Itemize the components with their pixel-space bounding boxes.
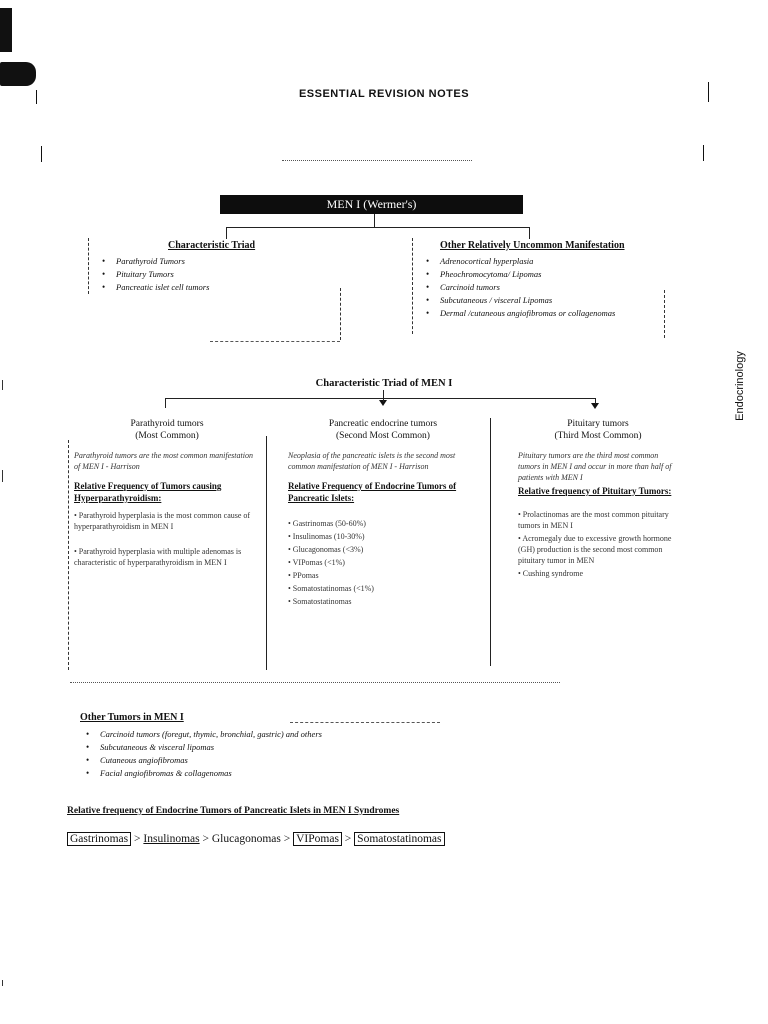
columns-bottom-dots <box>70 682 560 683</box>
column-bullet: • VIPomas (<1%) <box>288 558 345 567</box>
triad-section-title: Characteristic Triad of MEN I <box>315 378 453 389</box>
triad-connector-right <box>595 398 596 404</box>
column-subtitle: Relative Frequency of Tumors causing Hyperparathyroidism: <box>74 481 222 503</box>
column-bullet: • Parathyroid hyperplasia is the most common cause of hyperparathyroidism in MEN I <box>74 511 251 531</box>
margin-tick <box>2 380 3 390</box>
column-bullet: • Prolactinomas are the most common pituitary tumors in MEN I <box>518 510 669 530</box>
panel-bottom-border <box>210 341 340 342</box>
list-item: • Adrenocortical hyperplasia <box>420 255 660 268</box>
other-manifestation-title: Other Relatively Uncommon Manifestation <box>440 240 625 251</box>
list-item: • Subcutaneous / visceral Lipomas <box>420 294 660 307</box>
characteristic-triad-title: Characteristic Triad <box>168 240 256 251</box>
men1-title-box: MEN I (Wermer's) <box>220 195 523 214</box>
sequence-item: Somatostatinomas <box>354 832 444 846</box>
other-tumors-list <box>80 728 520 780</box>
column-bullet: • Glucagonomas (<3%) <box>288 545 364 554</box>
list-item: • Facial angiofibromas & collagenomas <box>80 767 520 780</box>
page-header: ESSENTIAL REVISION NOTES <box>298 88 470 100</box>
list-item: • Pheochromocytoma/ Lipomas <box>420 268 660 281</box>
sequence-separator: > <box>131 833 144 845</box>
other-tumors-rule <box>290 722 440 723</box>
column-pancreatic <box>288 418 478 607</box>
list-item: • Pancreatic islet cell tumors <box>96 281 346 294</box>
column-heading-sub: (Third Most Common) <box>554 431 642 441</box>
column-bullet: • Insulinomas (10-30%) <box>288 532 365 541</box>
connector-left-drop <box>226 227 227 239</box>
triad-connector-center <box>383 390 384 402</box>
column-subtitle: Relative frequency of Pituitary Tumors: <box>518 486 672 496</box>
connector-vertical <box>374 214 375 228</box>
column-bullet: • Somatostatinomas <box>288 597 352 606</box>
connector-right-drop <box>529 227 530 239</box>
sequence-item: Glucagonomas <box>211 833 281 845</box>
column-heading: Pancreatic endocrine tumors <box>328 419 438 429</box>
panel-right-border <box>664 290 665 338</box>
column-pituitary <box>518 418 678 579</box>
side-tab-label: Endocrinology <box>734 351 746 421</box>
relative-frequency-sequence <box>67 833 445 845</box>
list-item: • Carcinoid tumors <box>420 281 660 294</box>
column-text: Pituitary tumors are the third most common tumors in MEN I and occur in more than half of patients with MEN I <box>518 451 672 482</box>
sequence-separator: > <box>280 833 294 845</box>
characteristic-triad-list <box>96 255 346 294</box>
column-parathyroid <box>74 418 260 568</box>
panel-left-border <box>88 238 89 294</box>
triad-connector-horizontal <box>165 398 595 399</box>
panel-right-border <box>340 288 341 340</box>
column-heading: Pituitary tumors <box>567 419 629 429</box>
list-item: • Pituitary Tumors <box>96 268 346 281</box>
column-bullet: • PPomas <box>288 571 319 580</box>
column-bullet: • Gastrinomas (50-60%) <box>288 519 366 528</box>
list-item: • Dermal /cutaneous angiofibromas or collagenomas <box>420 307 660 320</box>
sequence-item: VIPomas <box>293 832 342 846</box>
sequence-item: Insulinomas <box>143 833 200 845</box>
margin-tick <box>2 980 3 986</box>
scan-dotted-line <box>282 160 472 161</box>
list-item: • Parathyroid Tumors <box>96 255 346 268</box>
column-divider <box>490 418 491 666</box>
column-heading-sub: (Most Common) <box>135 431 199 441</box>
panel-left-border <box>412 238 413 334</box>
margin-tick <box>2 470 3 482</box>
column-bullet: • Acromegaly due to excessive growth hormone (GH) production is the second most common pituitary tumor in MEN <box>518 534 672 565</box>
list-item: • Carcinoid tumors (foregut, thymic, bronchial, gastric) and others <box>80 728 520 741</box>
column-subtitle: Relative Frequency of Endocrine Tumors of Pancreatic Islets: <box>288 481 457 503</box>
column-bullet: • Parathyroid hyperplasia with multiple adenomas is characteristic of hyperparathyroidism in MEN I <box>74 547 242 567</box>
column-divider <box>68 440 69 670</box>
scan-artifact-left-blot <box>0 62 36 86</box>
scan-artifact-left-tick <box>41 146 42 162</box>
sequence-separator: > <box>199 833 212 845</box>
connector-horizontal <box>226 227 530 228</box>
scan-artifact-top-left <box>0 8 12 52</box>
sequence-separator: > <box>341 833 355 845</box>
scan-artifact-right-tick-2 <box>703 145 704 161</box>
column-bullet: • Somatostatinomas (<1%) <box>288 584 374 593</box>
other-tumors-title: Other Tumors in MEN I <box>80 712 184 723</box>
column-text: Parathyroid tumors are the most common manifestation of MEN I - Harrison <box>74 451 253 471</box>
list-item: • Cutaneous angiofibromas <box>80 754 520 767</box>
triad-connector-left <box>165 398 166 408</box>
other-manifestation-list <box>420 255 660 320</box>
column-heading: Parathyroid tumors <box>130 419 204 429</box>
column-heading-sub: (Second Most Common) <box>336 431 430 441</box>
column-bullet: • Cushing syndrome <box>518 569 584 578</box>
sequence-item: Gastrinomas <box>67 832 131 846</box>
list-item: • Subcutaneous & visceral lipomas <box>80 741 520 754</box>
section-side-tab <box>730 340 750 440</box>
relative-frequency-title: Relative frequency of Endocrine Tumors of Pancreatic Islets in MEN I Syndromes <box>67 806 400 816</box>
column-divider <box>266 436 267 670</box>
column-text: Neoplasia of the pancreatic islets is the second most common manifestation of MEN I - Harrison <box>288 451 456 471</box>
